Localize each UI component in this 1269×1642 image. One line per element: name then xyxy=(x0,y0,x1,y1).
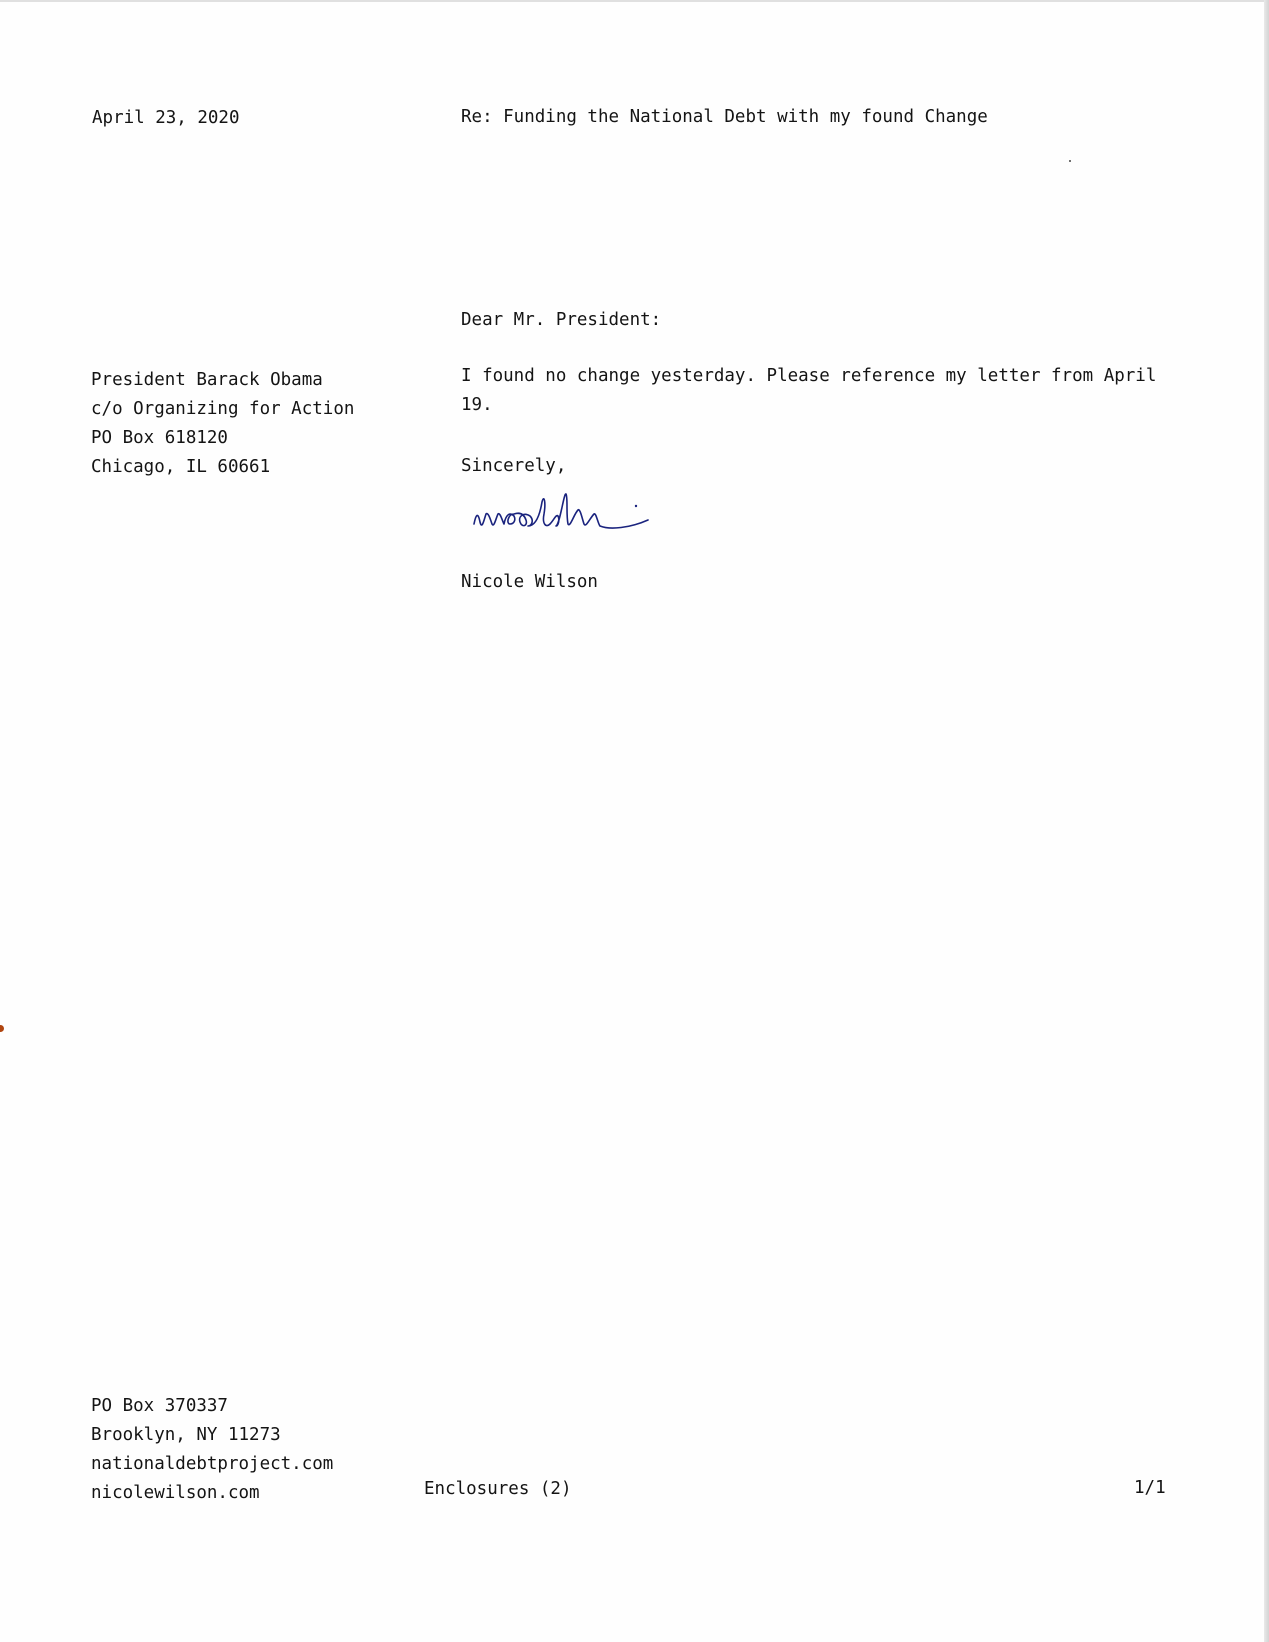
letter-body: I found no change yesterday. Please reference my letter from April 19. xyxy=(461,366,1157,415)
sender-website-2: nicolewilson.com xyxy=(91,1483,260,1503)
scan-speck xyxy=(1069,160,1071,162)
sender-po-box: PO Box 370337 xyxy=(91,1396,228,1416)
letter-date: April 23, 2020 xyxy=(92,108,240,128)
sender-website-1: nationaldebtproject.com xyxy=(91,1454,334,1474)
handwritten-signature xyxy=(470,484,680,544)
scan-right-edge xyxy=(1264,0,1269,1642)
scan-artifact-dot xyxy=(0,1025,4,1032)
letter-subject: Re: Funding the National Debt with my found Change xyxy=(461,107,988,127)
closing: Sincerely, xyxy=(461,456,567,476)
sender-contact-block xyxy=(91,1392,333,1508)
page-number: 1/1 xyxy=(1134,1478,1166,1498)
enclosures-note: Enclosures (2) xyxy=(424,1479,572,1499)
signer-name: Nicole Wilson xyxy=(461,572,598,592)
salutation: Dear Mr. President: xyxy=(461,310,662,330)
recipient-address xyxy=(91,366,354,482)
sender-city: Brooklyn, NY 11273 xyxy=(91,1425,281,1445)
scan-top-edge xyxy=(0,0,1269,2)
recipient-city-state-zip: Chicago, IL 60661 xyxy=(91,457,271,477)
recipient-po-box: PO Box 618120 xyxy=(91,428,228,448)
recipient-organization: c/o Organizing for Action xyxy=(91,399,355,419)
recipient-name: President Barack Obama xyxy=(91,370,323,390)
